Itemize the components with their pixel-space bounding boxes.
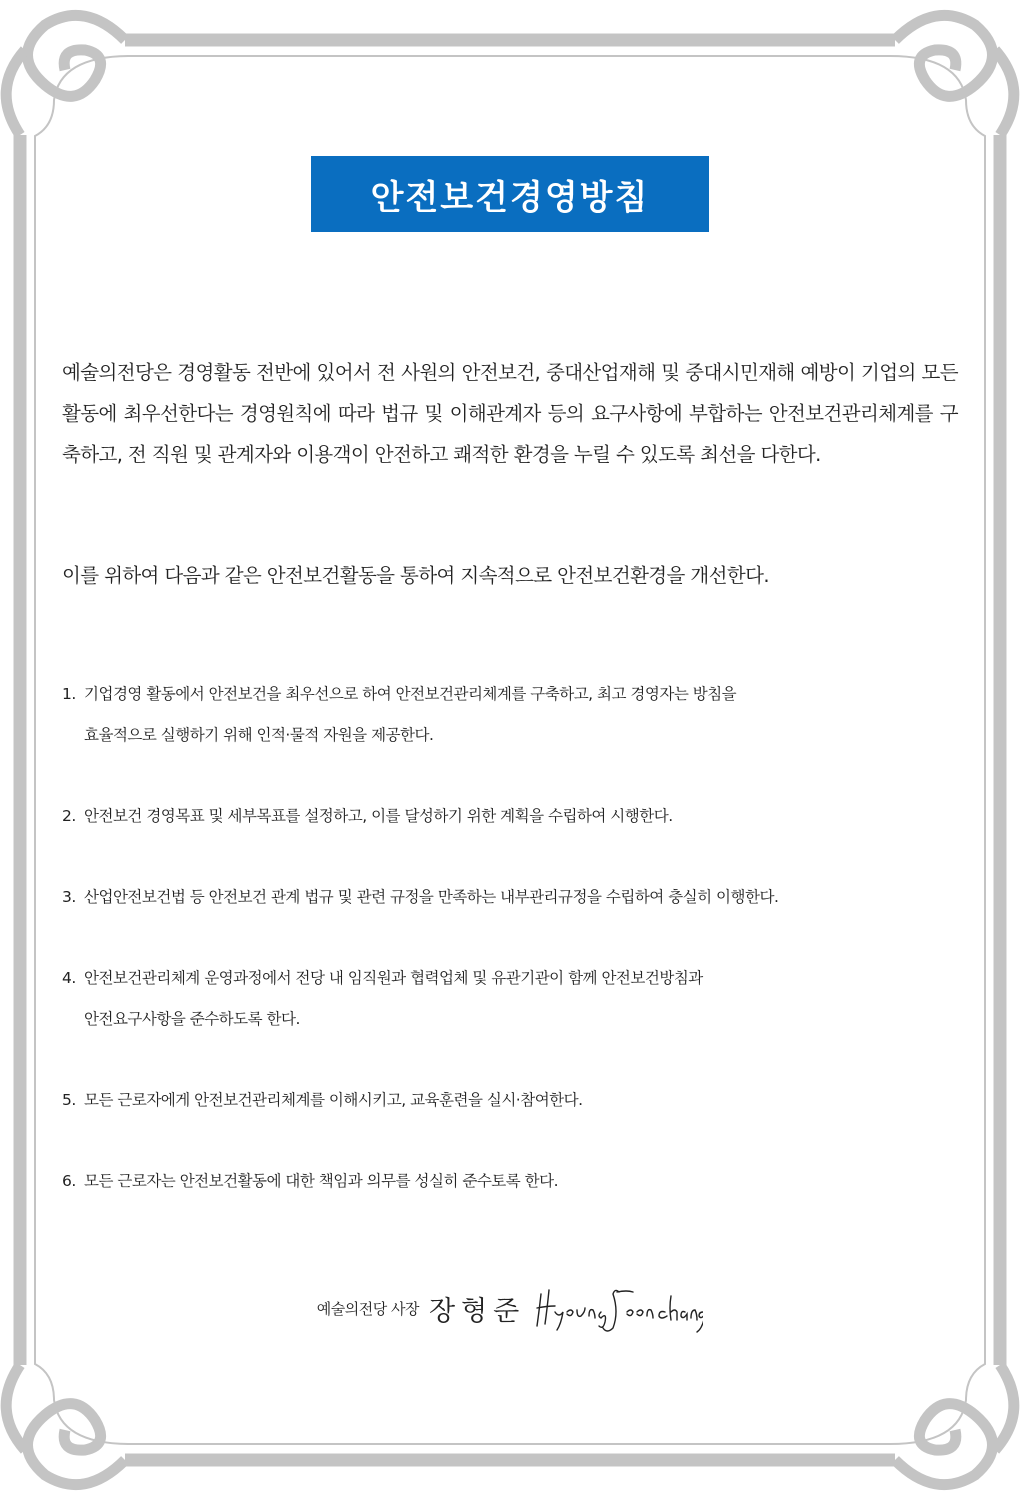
policy-text-line: 산업안전보건법 등 안전보건 관계 법규 및 관련 규정을 만족하는 내부관리규정을 수립하여 충실히 이행한다.	[84, 888, 779, 906]
page-title: 안전보건경영방침	[370, 177, 650, 218]
signature-block	[0, 1282, 1020, 1334]
policy-text-line: 효율적으로 실행하기 위해 인적·물적 자원을 제공한다.	[84, 726, 434, 744]
policy-number: 6.	[62, 1172, 76, 1190]
policy-item-6	[62, 1161, 952, 1202]
policy-number: 3.	[62, 888, 76, 906]
policy-item-2	[62, 796, 952, 837]
policy-text-line: 기업경영 활동에서 안전보건을 최우선으로 하여 안전보건관리체계를 구축하고, 최고 경영자는 방침을	[84, 685, 737, 703]
policy-number: 5.	[62, 1091, 76, 1109]
policy-text-line: 모든 근로자에게 안전보건관리체계를 이해시키고, 교육훈련을 실시·참여한다.	[84, 1091, 583, 1109]
policy-item-1	[62, 674, 952, 756]
policy-item-4	[62, 958, 952, 1040]
policy-number: 2.	[62, 807, 76, 825]
policy-item-3	[62, 877, 952, 918]
policy-list	[62, 674, 952, 1242]
intro-paragraph: 예술의전당은 경영활동 전반에 있어서 전 사원의 안전보건, 중대산업재해 및 중대시민재해 예방이 기업의 모든 활동에 최우선한다는 경영원칙에 따라 법규 및 이해관계자 등의 요구사항에 부합하는 안전보건관리체계를 구축하고, 전 직원 및 관계자와 이용객이 안전하고 쾌적한 환경을 누릴 수 있도록 최선을 다한다.	[62, 361, 958, 466]
policy-text-line: 안전보건관리체계 운영과정에서 전당 내 임직원과 협력업체 및 유관기관이 함께 안전보건방침과	[84, 969, 703, 987]
policy-text-line: 모든 근로자는 안전보건활동에 대한 책임과 의무를 성실히 준수토록 한다.	[84, 1172, 559, 1190]
policy-number: 4.	[62, 969, 76, 987]
lead-sentence: 이를 위하여 다음과 같은 안전보건활동을 통하여 지속적으로 안전보건환경을 개선한다.	[62, 564, 769, 587]
signer-name: 장형준	[428, 1295, 526, 1327]
policy-number: 1.	[62, 685, 76, 703]
signer-title: 예술의전당 사장	[316, 1299, 419, 1318]
handwritten-signature	[533, 1282, 703, 1334]
policy-text-line: 안전요구사항을 준수하도록 한다.	[84, 1010, 300, 1028]
policy-text-line: 안전보건 경영목표 및 세부목표를 설정하고, 이를 달성하기 위한 계획을 수립하여 시행한다.	[84, 807, 673, 825]
policy-item-5	[62, 1080, 952, 1121]
title-banner	[311, 156, 709, 232]
